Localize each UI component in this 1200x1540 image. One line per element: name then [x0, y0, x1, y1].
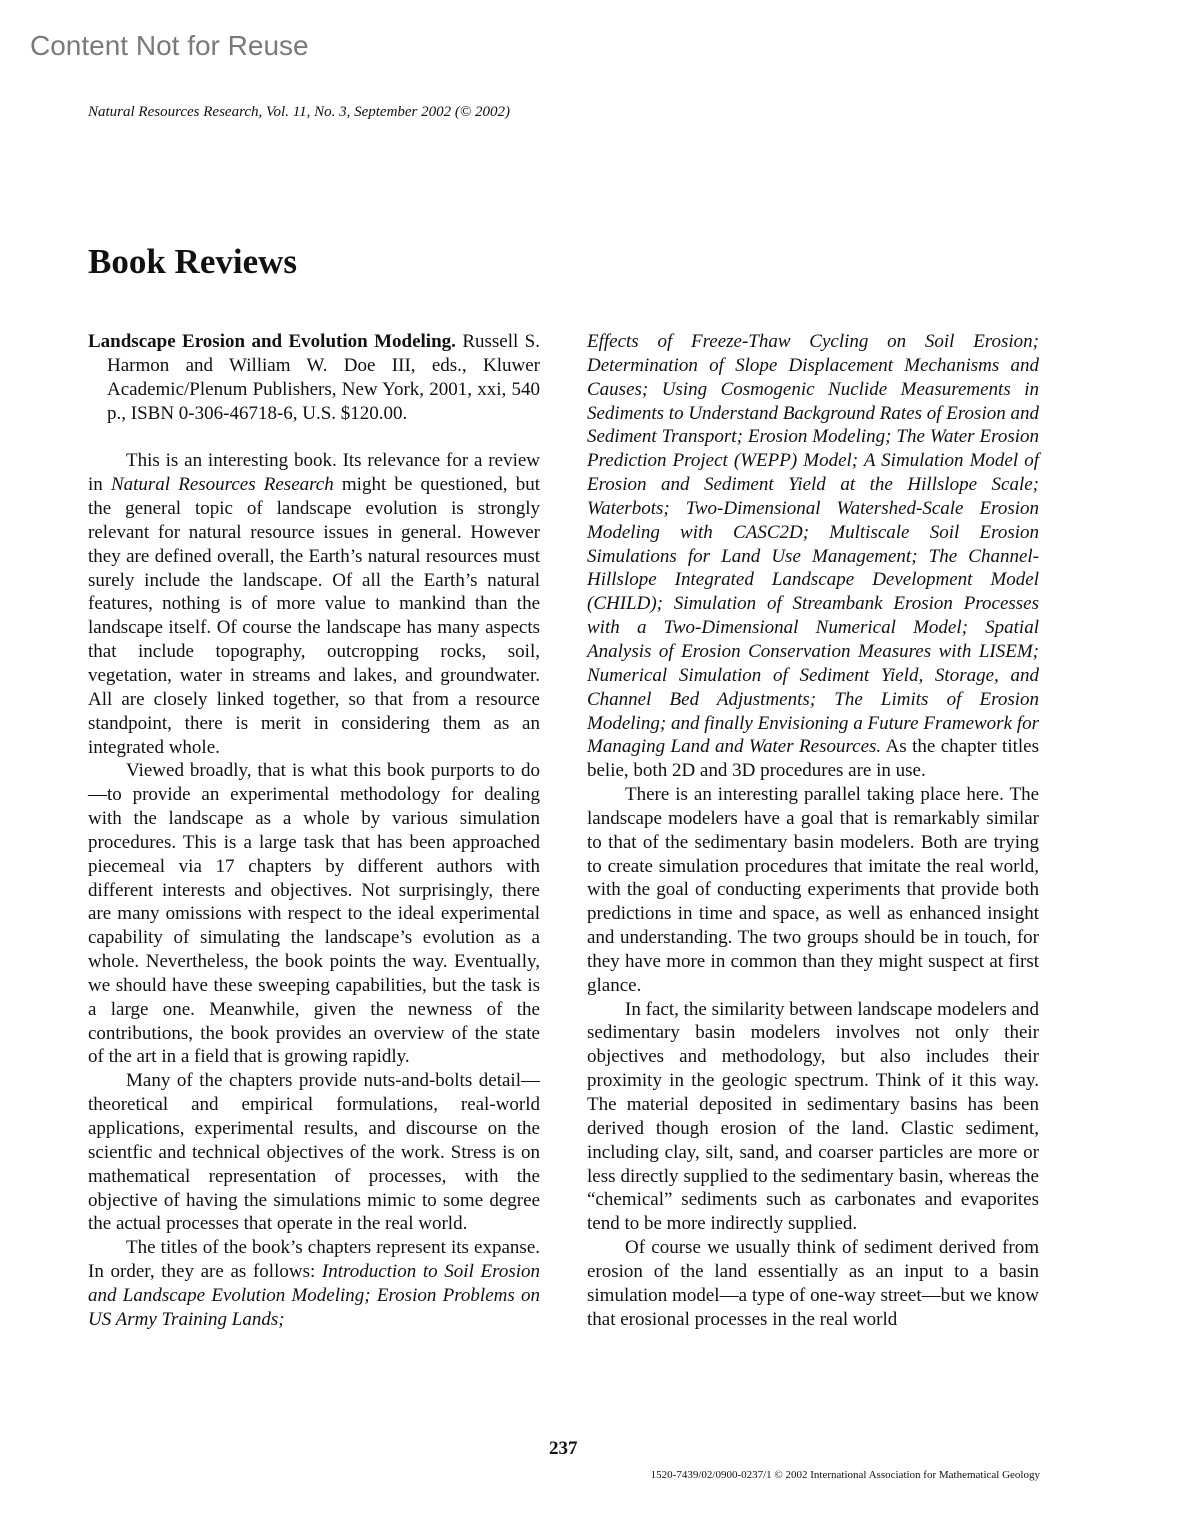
paragraph: Of course we usually think of sediment derived from erosion of the land essentially as an input to a basin simulation model—a type of one-way street—but we know that erosional processes in the real world: [587, 1237, 1039, 1330]
paragraph-continued: [587, 330, 1039, 783]
paragraph: Many of the chapters provide nuts-and-bolts detail—theoretical and empirical formulations, real-world applications, experimental results, and discourse on the scientfic and technical objectives of the work. Stress is on mathematical representation of processes, with the objective of having the simulations mimic to some degree the actual processes that operate in the real world.: [88, 1070, 540, 1235]
watermark: Content Not for Reuse: [30, 30, 309, 61]
book-details: Russell S. Harmon and William W. Doe III, eds., Kluwer Academic/Plenum Publishers, New York, 2001, xxi, 540 p., ISBN 0-306-46718-6, U.S. $120.00.: [107, 331, 540, 424]
paragraph: Viewed broadly, that is what this book purports to do—to provide an experimental methodology for dealing with the landscape as a whole by various simulation procedures. This is a large task that has been approached piecemeal via 17 chapters by different authors with different interests and objectives. Not surprisingly, there are many omissions with respect to the ideal experimental capability of simulating the landscape’s evolution as a whole. Nevertheless, the book points the way. Eventually, we should have these sweeping capabilities, but the task is a large one. Meanwhile, given the newness of the contributions, the book provides an overview of the state of the art in a field that is growing rapidly.: [88, 760, 540, 1068]
chapter-titles: Effects of Freeze-Thaw Cycling on Soil Erosion; Determination of Slope Displacement Mechanisms and Causes; Using Cosmogenic Nuclide Measurements in Sediments to Understand Background Rates of Erosion and Sediment Transport; Erosion Modeling; The Water Erosion Prediction Project (WEPP) Model; A Simulation Model of Erosion and Sediment Yield at the Hillslope Scale; Waterbots; Two-Dimensional Watershed-Scale Erosion Modeling with CASC2D; Multiscale Soil Erosion Simulations for Land Use Management; The Channel-Hillslope Integrated Landscape Development Model (CHILD); Simulation of Streambank Erosion Processes with a Two-Dimensional Numerical Model; Spatial Analysis of Erosion Conservation Measures with LISEM; Numerical Simulation of Sediment Yield, Storage, and Channel Bed Adjustments; The Limits of Erosion Modeling; and finally Envisioning a Future Framework for Managing Land and Water Resources.: [587, 331, 1039, 758]
book-reference: [88, 330, 540, 425]
text: The titles of the book’s chapters represent its expanse. In order, they are as follows:: [88, 1237, 540, 1283]
journal-name: Natural Resources Research: [110, 474, 334, 496]
page-number: 237: [549, 1438, 578, 1459]
section-title: Book Reviews: [88, 242, 298, 281]
text: This is an interesting book. Its relevance for a review in: [88, 450, 540, 496]
paragraph: [88, 1236, 540, 1331]
journal-citation: Natural Resources Research, Vol. 11, No. 3, September 2002 (© 2002): [88, 104, 511, 120]
text: As the chapter titles belie, both 2D and 3D procedures are in use.: [587, 736, 1039, 782]
paragraph: [88, 449, 540, 759]
book-title: Landscape Erosion and Evolution Modeling.: [88, 331, 456, 352]
chapter-titles: Introduction to Soil Erosion and Landscape Evolution Modeling; Erosion Problems on US Army Training Lands;: [88, 1261, 540, 1330]
text: might be questioned, but the general topic of landscape evolution is strongly relevant for natural resource issues in general. However they are defined overall, the Earth’s natural resources must surely include the landscape. Of all the Earth’s natural features, nothing is of more value to mankind than the landscape itself. Of course the landscape has many aspects that include topography, outcropping rocks, soil, vegetation, water in streams and lakes, and groundwater. All are closely linked together, so that from a resource standpoint, there is merit in considering them as an integrated whole.: [88, 474, 540, 758]
paragraph: There is an interesting parallel taking place here. The landscape modelers have a goal that is remarkably similar to that of the sedimentary basin modelers. Both are trying to create simulation procedures that imitate the real world, with the goal of conducting experiments that provide both predictions in time and space, as well as enhanced insight and understanding. The two groups should be in touch, for they have more in common than they might suspect at first glance.: [587, 784, 1039, 996]
left-column: [88, 330, 540, 1332]
footer-copyright: 1520-7439/02/0900-0237/1 © 2002 International Association for Mathematical Geology: [650, 1469, 1040, 1481]
right-column: [587, 330, 1039, 1331]
paragraph: In fact, the similarity between landscape modelers and sedimentary basin modelers involves not only their objectives and methodology, but also includes their proximity in the geologic spectrum. Think of it this way. The material deposited in sedimentary basins has been derived though erosion of the land. Clastic sediment, including clay, silt, sand, and coarser particles are more or less directly supplied to the sedimentary basin, whereas the “chemical” sediments such as carbonates and evaporites tend to be more indirectly supplied.: [587, 998, 1039, 1235]
